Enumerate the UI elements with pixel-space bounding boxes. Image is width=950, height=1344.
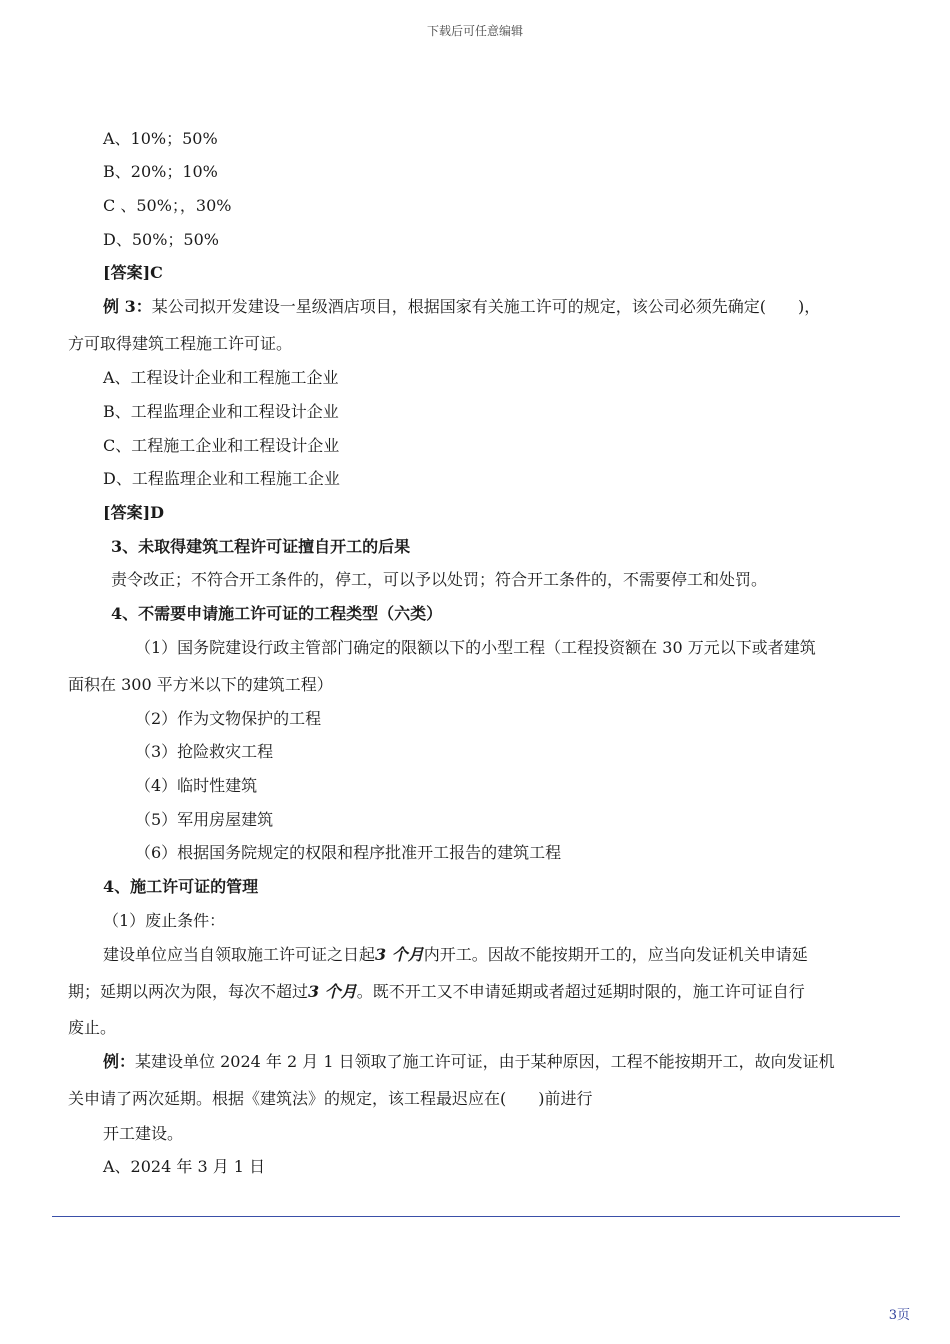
- exempt-item-1-line2: 面积在 300 平方米以下的建筑工程）: [68, 675, 333, 694]
- footer-divider: [52, 1216, 900, 1217]
- rule-paragraph-line3: 废止。: [68, 1018, 117, 1037]
- example-line2: 关申请了两次延期。根据《建筑法》的规定，该工程最迟应在( )前进行: [68, 1089, 593, 1108]
- exempt-item-5: （5）军用房屋建筑: [135, 810, 274, 829]
- section-4b-title: 4、施工许可证的管理: [103, 877, 259, 896]
- answer-prev: [答案]C: [103, 263, 163, 282]
- example-label: 例：: [103, 1052, 136, 1071]
- option-a-prev: A、10%；50%: [103, 129, 218, 148]
- example-line1: [103, 1052, 835, 1072]
- option-d-prev: D、50%；50%: [103, 230, 219, 249]
- rule-paragraph-line1: [103, 945, 808, 965]
- rule-text-a: 建设单位应当自领取施工许可证之日起: [103, 945, 376, 964]
- three-months-emphasis: 3 个月: [375, 945, 424, 964]
- page-header: 下载后可任意编辑: [426, 24, 523, 38]
- example-3-option-c: C、工程施工企业和工程设计企业: [103, 436, 340, 455]
- exempt-item-2: （2）作为文物保护的工程: [135, 709, 322, 728]
- exempt-item-6: （6）根据国务院规定的权限和程序批准开工报告的建筑工程: [135, 843, 562, 862]
- example-3-text1: 某公司拟开发建设一星级酒店项目，根据国家有关施工许可的规定，该公司必须先确定( )，: [151, 297, 821, 316]
- example-3-line1: [103, 297, 820, 317]
- section-4b-subtitle: （1）废止条件：: [103, 911, 226, 930]
- exempt-item-3: （3）抢险救灾工程: [135, 742, 274, 761]
- section-3-text: 责令改正；不符合开工条件的，停工，可以予以处罚；符合开工条件的，不需要停工和处罚。: [111, 570, 768, 589]
- rule-text-d: 。既不开工又不申请延期或者超过延期时限的，施工许可证自行: [356, 982, 805, 1001]
- example-3-option-a: A、工程设计企业和工程施工企业: [103, 368, 339, 387]
- example-3-line2: 方可取得建筑工程施工许可证。: [68, 334, 293, 353]
- example-text1: 某建设单位 2024 年 2 月 1 日领取了施工许可证，由于某种原因，工程不能按期开工，故向发证机: [135, 1052, 835, 1071]
- example-3-answer: [答案]D: [103, 503, 165, 522]
- example-3-option-d: D、工程监理企业和工程施工企业: [103, 469, 340, 488]
- exempt-item-4: （4）临时性建筑: [135, 776, 258, 795]
- exempt-item-1-line1: （1）国务院建设行政主管部门确定的限额以下的小型工程（工程投资额在 30 万元以下或者建筑: [135, 638, 816, 657]
- example-3-label: 例 3：: [103, 297, 152, 316]
- option-b-prev: B、20%；10%: [103, 162, 218, 181]
- example-option-a: A、2024 年 3 月 1 日: [103, 1157, 266, 1176]
- rule-text-b: 内开工。因故不能按期开工的，应当向发证机关申请延: [423, 945, 808, 964]
- example-3-option-b: B、工程监理企业和工程设计企业: [103, 402, 339, 421]
- section-4-title: 4、不需要申请施工许可证的工程类型（六类）: [111, 604, 443, 623]
- section-3-title: 3、未取得建筑工程许可证擅自开工的后果: [111, 537, 411, 556]
- rule-paragraph-line2: [68, 982, 805, 1002]
- rule-text-c: 期；延期以两次为限，每次不超过: [68, 982, 309, 1001]
- option-c-prev: C 、50%；，30%: [103, 196, 232, 215]
- page-number: 3页: [888, 1308, 910, 1323]
- example-line3: 开工建设。: [103, 1124, 184, 1143]
- three-months-emphasis-2: 3 个月: [308, 982, 357, 1001]
